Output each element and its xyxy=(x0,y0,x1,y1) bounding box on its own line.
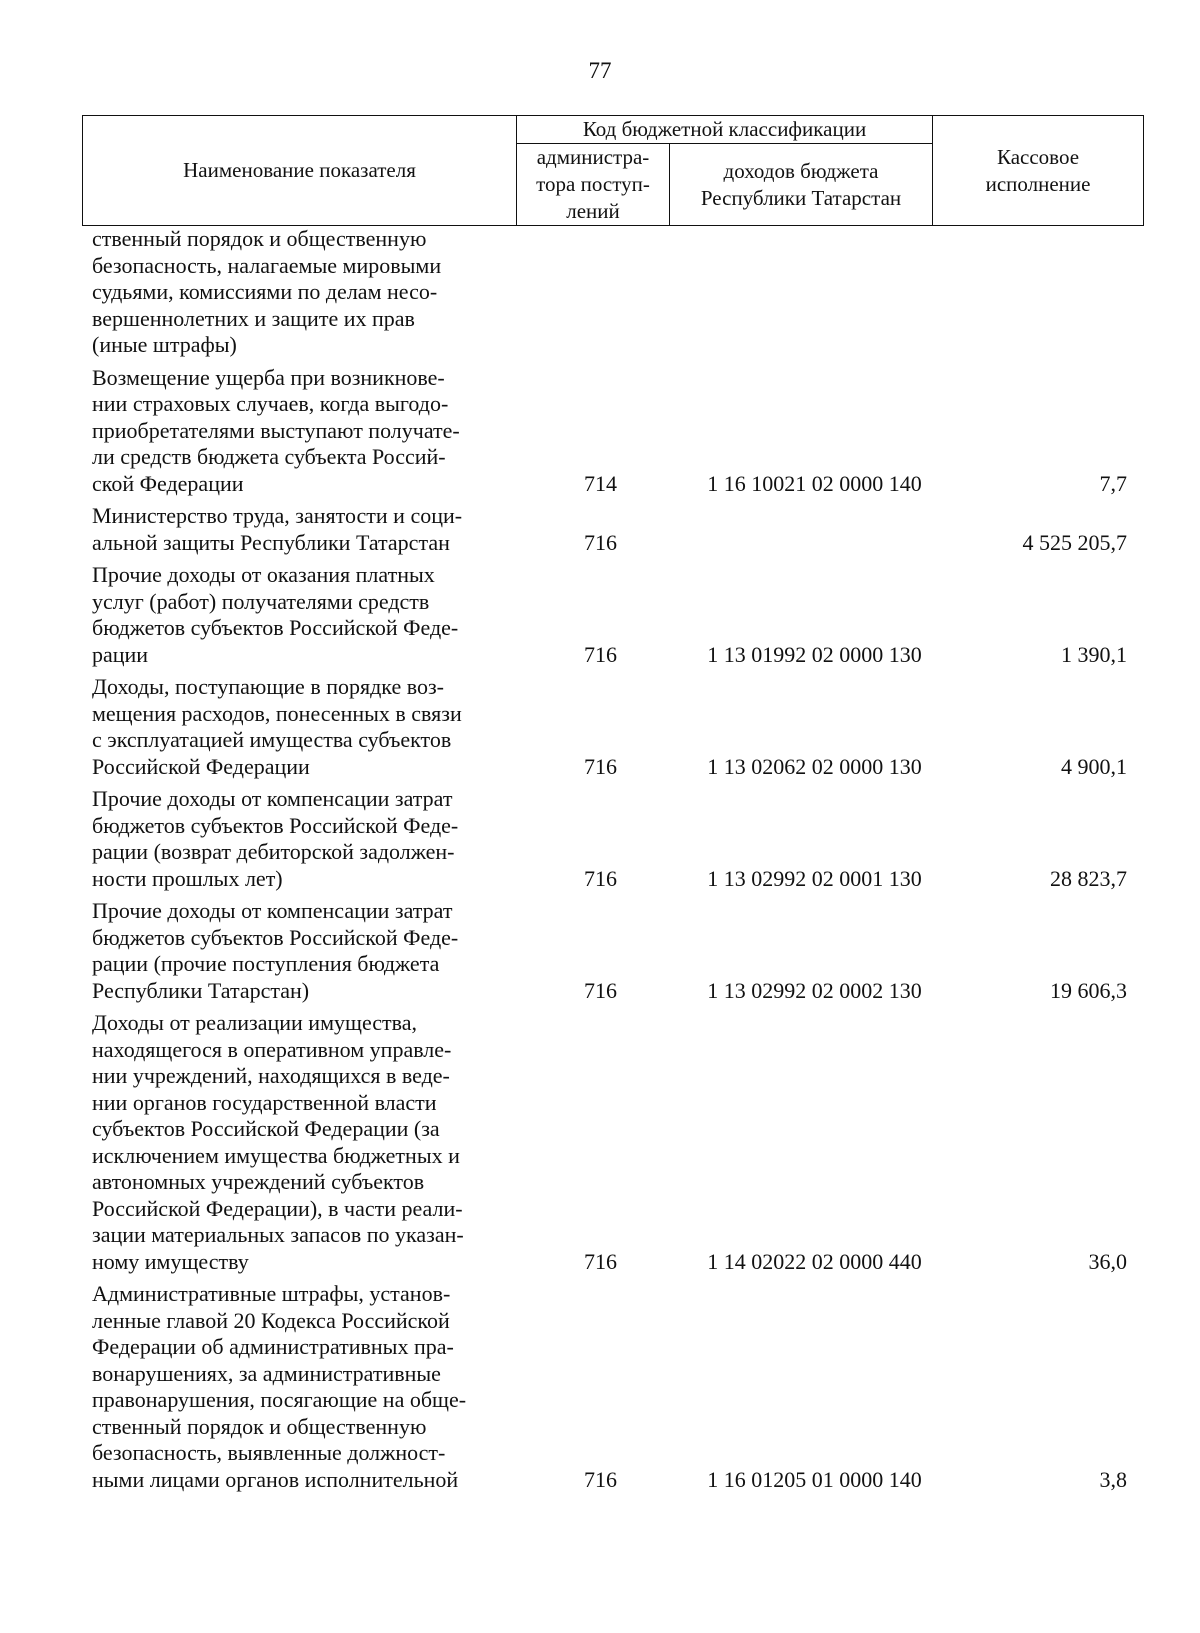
indicator-name-line: Прочие доходы от компенсации затрат xyxy=(92,898,453,923)
indicator-name-line: Доходы, поступающие в порядке воз- xyxy=(92,674,444,699)
indicator-name-line: безопасность, выявленные должност- xyxy=(92,1440,446,1465)
indicator-name-line: рации xyxy=(92,641,149,667)
indicator-name-line: Прочие доходы от оказания платных xyxy=(92,562,435,587)
indicator-name-line: мещения расходов, понесенных в связи xyxy=(92,700,462,726)
indicator-name-line: ственный порядок и общественную xyxy=(92,1413,427,1439)
indicator-name xyxy=(82,562,524,668)
indicator-name-line: приобретателями выступают получате- xyxy=(92,417,460,443)
indicator-name-line: Республики Татарстан) xyxy=(92,977,310,1003)
indicator-name-line: Доходы от реализации имущества, xyxy=(92,1010,417,1035)
cash-execution-amount: 36,0 xyxy=(1088,1248,1127,1274)
header-income-column xyxy=(670,144,933,226)
header-code-group: Код бюджетной классификации xyxy=(517,116,933,144)
header-income-line: доходов бюджета xyxy=(723,158,879,183)
income-code: 1 14 02022 02 0000 440 xyxy=(707,1248,922,1274)
indicator-name xyxy=(82,1281,524,1493)
indicator-name-line: Административные штрафы, установ- xyxy=(92,1281,451,1306)
header-admin-line: лений xyxy=(566,199,620,223)
header-admin-column xyxy=(517,144,670,226)
indicator-name-line: ности прошлых лет) xyxy=(92,865,283,891)
indicator-name-line: Министерство труда, занятости и соци- xyxy=(92,503,463,528)
cash-execution-amount: 4 900,1 xyxy=(1061,753,1127,779)
indicator-name-line: нии учреждений, находящихся в веде- xyxy=(92,1063,450,1088)
table-row xyxy=(82,1281,1143,1493)
indicator-name-line: субъектов Российской Федерации (за xyxy=(92,1116,440,1141)
income-code: 1 16 01205 01 0000 140 xyxy=(707,1466,922,1492)
admin-code: 716 xyxy=(584,1248,617,1274)
cash-execution-amount: 19 606,3 xyxy=(1050,977,1127,1003)
indicator-name-line: нии органов государственной власти xyxy=(92,1089,437,1115)
table-row xyxy=(82,365,1143,498)
indicator-name-line: находящегося в оперативном управле- xyxy=(92,1036,452,1062)
admin-code: 714 xyxy=(584,470,617,496)
indicator-name-line: ными лицами органов исполнительной xyxy=(92,1466,459,1492)
income-code: 1 13 01992 02 0000 130 xyxy=(707,641,922,667)
page-number: 77 xyxy=(588,58,612,83)
indicator-name-line: ленные главой 20 Кодекса Российской xyxy=(92,1307,450,1333)
table-row xyxy=(82,1010,1143,1275)
indicator-name-line: безопасность, налагаемые мировыми xyxy=(92,252,442,278)
admin-code: 716 xyxy=(584,1466,617,1492)
indicator-name-line: бюджетов субъектов Российской Феде- xyxy=(92,924,459,950)
header-amount-line: исполнение xyxy=(985,171,1091,196)
header-admin-line: администра- xyxy=(536,145,650,169)
indicator-name-line: рации (возврат дебиторской задолжен- xyxy=(92,839,455,864)
indicator-name-line: (иные штрафы) xyxy=(92,332,237,357)
income-code: 1 13 02992 02 0001 130 xyxy=(707,865,922,891)
income-code: 1 13 02992 02 0002 130 xyxy=(707,977,922,1003)
indicator-name-line: услуг (работ) получателями средств xyxy=(92,588,430,614)
cash-execution-amount: 1 390,1 xyxy=(1061,641,1127,667)
indicator-name-line: альной защиты Республики Татарстан xyxy=(92,529,450,555)
header-income-line: Республики Татарстан xyxy=(700,185,902,210)
indicator-name-line: с эксплуатацией имущества субъектов xyxy=(92,727,452,752)
income-code: 1 16 10021 02 0000 140 xyxy=(707,470,922,496)
header-name-column: Наименование показателя xyxy=(83,116,517,226)
indicator-name xyxy=(82,226,524,359)
indicator-name-line: зации материальных запасов по указан- xyxy=(92,1222,464,1247)
indicator-name-line: исключением имущества бюджетных и xyxy=(92,1142,460,1168)
indicator-name-line: судьями, комиссиями по делам несо- xyxy=(92,279,438,304)
cash-execution-amount: 28 823,7 xyxy=(1050,865,1127,891)
table-row xyxy=(82,786,1143,892)
indicator-name-line: ственный порядок и общественную xyxy=(92,226,427,251)
indicator-name-line: ской Федерации xyxy=(92,470,244,496)
indicator-name-line: вершеннолетних и защите их прав xyxy=(92,305,415,331)
indicator-name-line: Возмещение ущерба при возникнове- xyxy=(92,364,445,390)
header-amount-column xyxy=(933,116,1144,226)
indicator-name xyxy=(82,786,524,892)
indicator-name-line: вонарушениях, за административные xyxy=(92,1360,441,1386)
cash-execution-amount: 4 525 205,7 xyxy=(1022,529,1127,555)
table-row xyxy=(82,898,1143,1004)
admin-code: 716 xyxy=(584,865,617,891)
indicator-name xyxy=(82,898,524,1004)
indicator-name-line: ли средств бюджета субъекта Россий- xyxy=(92,444,446,469)
cash-execution-amount: 3,8 xyxy=(1099,1466,1127,1492)
indicator-name-line: Прочие доходы от компенсации затрат xyxy=(92,786,453,811)
indicator-name-line: нии страховых случаев, когда выгодо- xyxy=(92,391,449,416)
admin-code: 716 xyxy=(584,977,617,1003)
indicator-name-line: бюджетов субъектов Российской Феде- xyxy=(92,615,459,640)
indicator-name-line: Российской Федерации), в части реали- xyxy=(92,1195,463,1221)
admin-code: 716 xyxy=(584,753,617,779)
admin-code: 716 xyxy=(584,529,617,555)
table-row xyxy=(82,674,1143,780)
table-row xyxy=(82,503,1143,556)
table-row xyxy=(82,226,1143,359)
table-body xyxy=(82,226,1143,1499)
indicator-name xyxy=(82,503,524,556)
indicator-name-line: Российской Федерации xyxy=(92,753,310,779)
indicator-name-line: ному имуществу xyxy=(92,1248,249,1274)
cash-execution-amount: 7,7 xyxy=(1099,470,1127,496)
indicator-name xyxy=(82,674,524,780)
header-amount-line: Кассовое xyxy=(996,144,1080,169)
indicator-name-line: рации (прочие поступления бюджета xyxy=(92,951,440,976)
indicator-name-line: автономных учреждений субъектов xyxy=(92,1169,425,1194)
indicator-name-line: правонарушения, посягающие на обще- xyxy=(92,1387,467,1412)
indicator-name-line: бюджетов субъектов Российской Феде- xyxy=(92,812,459,838)
income-code: 1 13 02062 02 0000 130 xyxy=(707,753,922,779)
admin-code: 716 xyxy=(584,641,617,667)
indicator-name xyxy=(82,365,524,498)
table-header xyxy=(82,115,1144,226)
table-row xyxy=(82,562,1143,668)
indicator-name-line: Федерации об административных пра- xyxy=(92,1334,454,1359)
indicator-name xyxy=(82,1010,524,1275)
header-admin-line: тора поступ- xyxy=(536,172,650,196)
